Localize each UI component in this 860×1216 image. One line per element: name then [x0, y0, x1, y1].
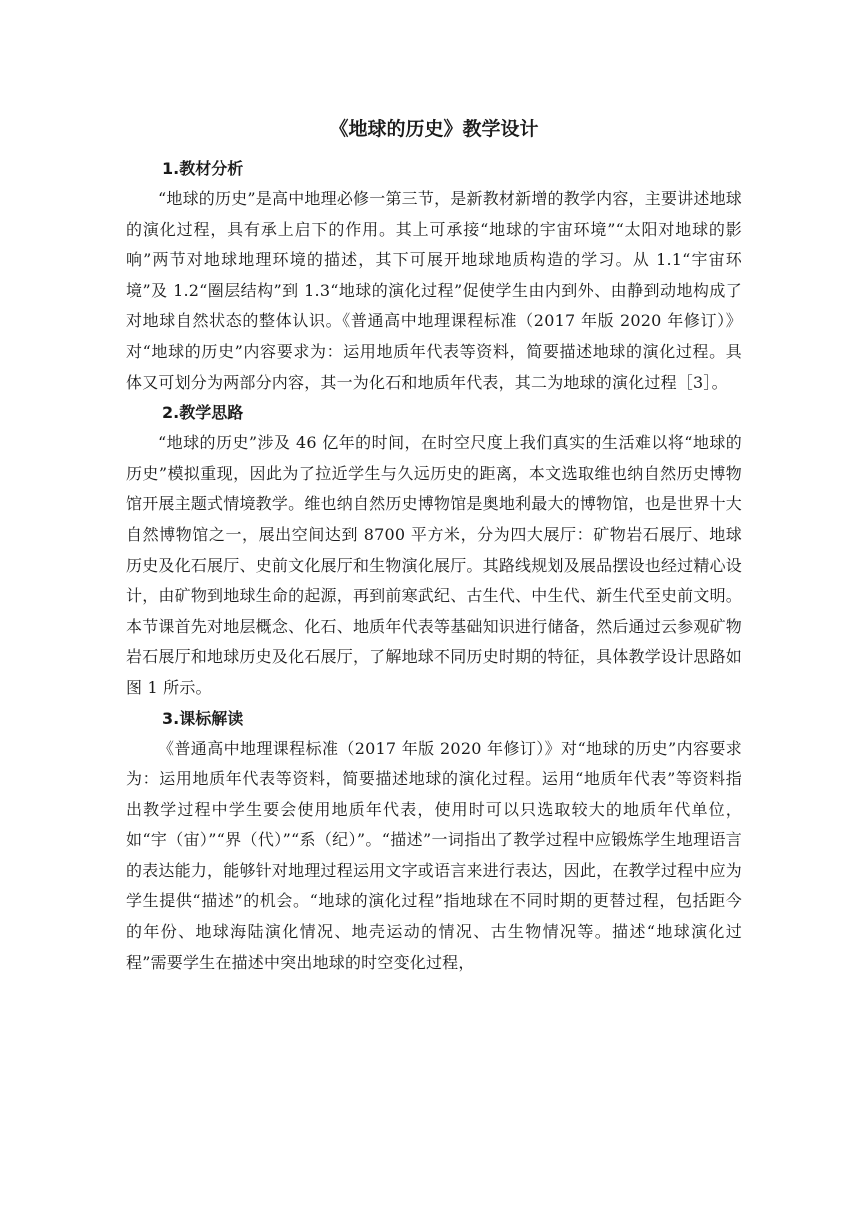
section-textbook-analysis: [126, 154, 742, 398]
section-curriculum-interpretation: [126, 704, 742, 979]
section-heading: 2.教学思路: [162, 403, 244, 423]
section-paragraph: “地球的历史”涉及 46 亿年的时间，在时空尺度上我们真实的生活难以将“地球的历史”模拟重现，因此为了拉近学生与久远历史的距离，本文选取维也纳自然历史博物馆开展主题式情境教学。维也纳自然历史博物馆是奥地利最大的博物馆，也是世界十大自然博物馆之一，展出空间达到 8700 平方米，分为四大展厅：矿物岩石展厅、地球历史及化石展厅、史前文化展厅和生物演化展厅。其路线规划及展品摆设也经过精心设计，由矿物到地球生命的起源，再到前寒武纪、古生代、中生代、新生代至史前文明。本节课首先对地层概念、化石、地质年代表等基础知识进行储备，然后通过云参观矿物岩石展厅和地球历史及化石展厅，了解地球不同历史时期的特征，具体教学设计思路如图 1 所示。: [126, 433, 742, 697]
section-heading: 3.课标解读: [162, 708, 244, 728]
section-paragraph: 《普通高中地理课程标准（2017 年版 2020 年修订）》对“地球的历史”内容要求为：运用地质年代表等资料，简要描述地球的演化过程。运用“地质年代表”等资料指出教学过程中学生要会使用地质年代表，使用时可以只选取较大的地质年代单位，如“宇（宙）”“界（代）”“系（纪）”。“描述”一词指出了教学过程中应锻炼学生地理语言的表达能力，能够针对地理过程运用文字或语言来进行表达，因此，在教学过程中应为学生提供“描述”的机会。“地球的演化过程”指地球在不同时期的更替过程，包括距今的年份、地球海陆演化情况、地壳运动的情况、古生物情况等。描述“地球演化过程”需要学生在描述中突出地球的时空变化过程，: [126, 738, 742, 972]
section-heading: 1.教材分析: [162, 159, 244, 178]
document-title: 《地球的历史》教学设计: [329, 118, 539, 140]
section-paragraph: “地球的历史”是高中地理必修一第三节，是新教材新增的教学内容，主要讲述地球的演化过程，具有承上启下的作用。其上可承接“地球的宇宙环境”“太阳对地球的影响”两节对地球地理环境的描述，其下可展开地球地质构造的学习。从 1.1“宇宙环境”及 1.2“圈层结构”到 1.3“地球的演化过程”促使学生由内到外、由静到动地构成了对地球自然状态的整体认识。《普通高中地理课程标准（2017 年版 2020 年修订）》对“地球的历史”内容要求为：运用地质年代表等资料，简要描述地球的演化过程。具体又可划分为两部分内容，其一为化石和地质年代表，其二为地球的演化过程［3］。: [126, 189, 742, 392]
section-teaching-approach: [126, 398, 742, 703]
